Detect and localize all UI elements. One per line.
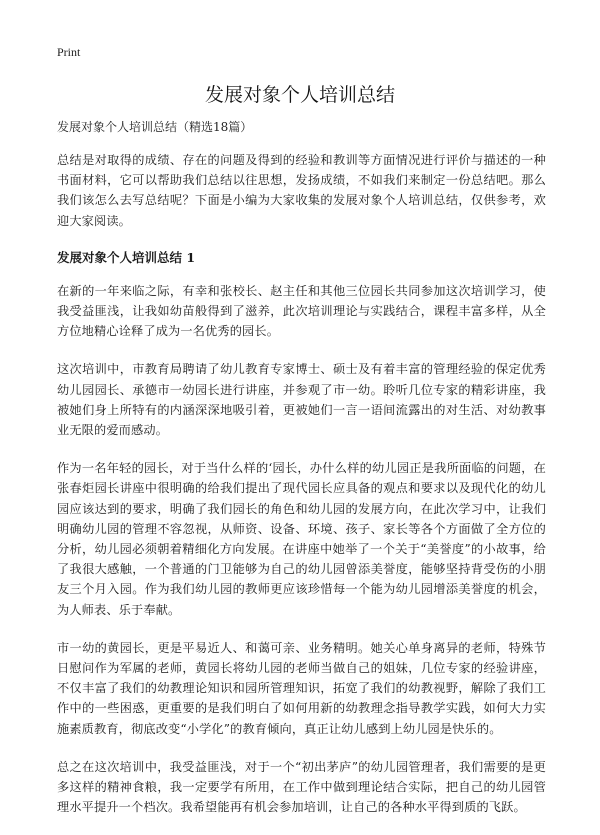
article-subtitle: 发展对象个人培训总结（精选18篇） [57,120,253,134]
body-paragraph: 这次培训中，市教育局聘请了幼儿教育专家博士、硕士及有着丰富的管理经验的保定优秀幼儿园园长、承德市一幼园长进行讲座，并参观了市一幼。聆听几位专家的精彩讲座，我被她们身上所特有的内涵深深地吸引着，更被她们一言一语间流露出的对生活、对幼教事业无限的爱而感动。 [57,362,546,438]
body-paragraph: 作为一名年轻的园长，对于当什么样的‘园长，办什么样的幼儿园正是我所面临的问题，在张春炬园长讲座中很明确的给我们提出了现代园长应具备的观点和要求以及现代化的幼儿园应该达到的要求，明确了我们园长的角色和幼儿园的发展方向，在此次学习中，让我们明确幼儿园的管理不容忽视，从师资、设备、环境、孩子、家长等各个方面做了全方位的分析，幼儿园必须朝着精细化方向发展。在讲座中她举了一个关于“美誉度”的小故事，给了我很大感触，一个普通的门卫能够为自己的幼儿园曾添美誉度，能够坚持背受伤的小朋友三个月入园。作为我们幼儿园的教师更应该珍惜每一个能为幼儿园增添美誉度的机会，为人师表、乐于奉献。 [57,461,546,617]
body-paragraph: 市一幼的黄园长，更是平易近人、和蔼可亲、业务精明。她关心单身离异的老师，特殊节日慰问作为军属的老师，黄园长将幼儿园的老师当做自己的姐妹，几位专家的经验讲座，不仅丰富了我们的幼教理论知识和园所管理知识，拓宽了我们的幼教视野，解除了我们工作中的一些困惑，更重要的是我们明白了如何用新的幼教理念指导教学实践，如何大力实施素质教育，彻底改变“小学化”的教育倾向，真正让幼儿感到上幼儿园是快乐的。 [57,640,546,736]
page-title: 发展对象个人培训总结 [204,84,395,106]
article-body [57,118,546,835]
body-paragraph: 在新的一年来临之际，有幸和张校长、赵主任和其他三位园长共同参加这次培训学习，使我受益匪浅，让我如幼苗般得到了滋养，此次培训理论与实践结合，课程丰富多样，从全方位地精心诠释了成为一名优秀的园长。 [57,283,546,339]
print-link[interactable]: Print [57,45,81,59]
intro-paragraph: 总结是对取得的成绩、存在的问题及得到的经验和教训等方面情况进行评价与描述的一种书面材料，它可以帮助我们总结以往思想，发扬成绩，不如我们来制定一份总结吧。那么我们该怎么去写总结呢？下面是小编为大家收集的发展对象个人培训总结，仅供参考，欢迎大家阅读。 [57,153,546,228]
body-paragraph: 总之在这次培训中，我受益匪浅，对于一个“初出茅庐”的幼儿园管理者，我们需要的是更多这样的精神食粮，我一定要学有所用，在工作中做到理论结合实际，把自己的幼儿园管理水平提升一个档次。我希望能再有机会参加培训，让自己的各种水平得到质的飞跃。 [57,759,546,815]
section-heading: 发展对象个人培训总结 1 [57,249,196,265]
